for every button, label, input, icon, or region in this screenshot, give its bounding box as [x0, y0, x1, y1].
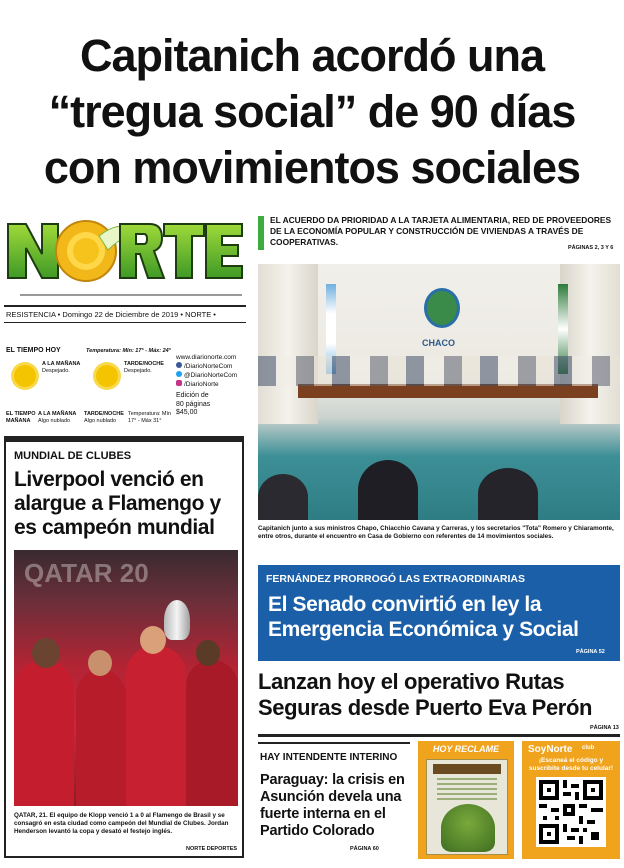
- weather-title: EL TIEMPO HOY: [6, 347, 61, 354]
- player-head: [32, 638, 60, 668]
- sports-article[interactable]: [4, 436, 244, 858]
- audience-head: [358, 460, 418, 520]
- headline-line-3: con movimientos sociales: [43, 142, 581, 193]
- magazine-masthead: [433, 764, 501, 774]
- magazine-text-lines: [437, 778, 497, 800]
- edition-price: $45,00: [176, 409, 198, 416]
- qr-code-graphic: [539, 780, 603, 844]
- weather-afternoon-label: TARDE/NOCHE: [124, 361, 164, 367]
- meeting-photo-caption: Capitanich junto a sus ministros Chapo, Chiacchio Cavana y Carreras, y los secretarios "Tota" Romero y Chiaramonte, entre otros, durante el encuentro en Casa de Gobierno con referentes de 14 movimientos sociales.: [258, 525, 614, 540]
- sun-icon: [96, 365, 118, 387]
- player-figure: [186, 660, 238, 806]
- sports-caption: QATAR, 21. El equipo de Klopp venció 1 a 0 al Flamengo de Brasil y se consagró en esta ciudad como campeón del Mundial de Clubes. Jordan Henderson levantó la copa y desató el festejo inglés.: [14, 812, 229, 835]
- meeting-photo: [258, 264, 620, 520]
- magazine-cover-image: [426, 759, 508, 855]
- weather-box: [4, 343, 246, 435]
- edition-label: Edición de: [176, 392, 209, 399]
- rutas-headline[interactable]: Lanzan hoy el operativo Rutas Seguras desde Puerto Eva Perón: [258, 669, 593, 720]
- curtain: [258, 264, 318, 424]
- liverpool-celebration-photo: [14, 550, 238, 806]
- player-head: [196, 640, 220, 666]
- sports-kicker: MUNDIAL DE CLUBES: [14, 450, 132, 462]
- audience-head: [258, 474, 308, 520]
- plant-image: [441, 804, 495, 852]
- hoy-reclame-title: HOY RECLAME: [432, 744, 500, 754]
- paraguay-kicker: HAY INTENDENTE INTERINO: [260, 752, 398, 763]
- meeting-attendees: [258, 356, 620, 386]
- website-link[interactable]: www.diarionorte.com: [176, 354, 237, 361]
- soy-club-label: club: [582, 745, 595, 751]
- paraguay-page: PÁGINA 60: [350, 846, 379, 852]
- lead-summary: EL ACUERDO DA PRIORIDAD A LA TARJETA ALIMENTARIA, RED DE PROVEEDORES DE LA ECONOMÍA POPULAR Y CONSTRUCCIÓN DE VIVIENDAS A TRAVÉS DE COOPERATIVAS.: [270, 215, 612, 247]
- norte-logo: [4, 214, 246, 286]
- facebook-icon: [176, 362, 182, 368]
- dateline: RESISTENCIA • Domingo 22 de Diciembre de 2019 • NORTE •: [4, 305, 246, 323]
- senate-page: PÁGINA 52: [576, 649, 605, 655]
- weather-tomorrow-morning-label: A LA MAÑANA: [38, 411, 77, 417]
- facebook-link[interactable]: /DiarioNorteCom: [176, 362, 246, 371]
- contact-block: [176, 353, 246, 418]
- trophy-icon: [164, 600, 190, 640]
- rutas-page: PÁGINA 13: [590, 725, 619, 731]
- headline-line-1: Capitanich acordó una: [79, 30, 545, 81]
- soy-club-text: ¡Escaneá el código y suscribite desde tu celular!: [528, 757, 614, 772]
- meeting-table: [298, 384, 598, 398]
- masthead-tagline: [20, 290, 242, 300]
- summary-accent-bar: [258, 216, 264, 250]
- twitter-link[interactable]: @DiarioNorteCom: [176, 371, 246, 380]
- soy-norte-club-promo[interactable]: [522, 741, 620, 859]
- soy-brand: SoyNorte: [528, 744, 573, 755]
- audience-head: [478, 468, 538, 520]
- sun-icon: [14, 365, 36, 387]
- weather-temp-today: Temperatura: Mín: 17° - Máx: 24°: [86, 348, 171, 354]
- norte-logo-graphic: [4, 214, 246, 286]
- weather-afternoon-desc: Despejado.: [124, 368, 152, 374]
- player-figure: [126, 646, 186, 806]
- curtain: [560, 264, 620, 424]
- lead-pages: PÁGINAS 2, 3 Y 6: [568, 245, 614, 251]
- photo-banner-text: QATAR 20: [24, 558, 149, 588]
- weather-tomorrow-morning-desc: Algo nublado: [38, 418, 71, 424]
- senate-kicker: FERNÁNDEZ PRORROGÓ LAS EXTRAORDINARIAS: [266, 573, 526, 585]
- weather-tomorrow-afternoon-desc: Algo nublado: [84, 418, 117, 424]
- player-head: [140, 626, 166, 654]
- photo-sign-text: CHACO: [422, 338, 455, 348]
- senate-article[interactable]: [258, 565, 620, 661]
- weather-morning-desc: Despejado.: [42, 368, 70, 374]
- weather-tomorrow-title: EL TIEMPO MAÑANA: [6, 411, 36, 424]
- player-head: [88, 650, 112, 676]
- edition-pages: 80 páginas: [176, 400, 211, 408]
- instagram-link[interactable]: /DiarioNorte: [176, 380, 246, 389]
- twitter-icon: [176, 371, 182, 377]
- chaco-crest-icon: [424, 288, 460, 328]
- paraguay-article[interactable]: [258, 742, 410, 860]
- headline-line-2: “tregua social” de 90 días: [48, 86, 576, 137]
- weather-tomorrow-afternoon-label: TARDE/NOCHE: [84, 411, 124, 417]
- hoy-reclame-promo[interactable]: [418, 741, 514, 859]
- weather-tomorrow-temp: Temperatura: Mín 17° - Máx 31°: [128, 411, 172, 424]
- qr-code[interactable]: [536, 777, 606, 847]
- paraguay-headline[interactable]: Paraguay: la crisis en Asunción devela una fuerte interna en el Partido Colorado: [260, 772, 405, 839]
- senate-headline[interactable]: El Senado convirtió en ley la Emergencia Económica y Social: [268, 593, 579, 641]
- player-figure: [76, 670, 126, 806]
- sports-headline[interactable]: Liverpool venció en alargue a Flamengo y es campeón mundial: [14, 468, 221, 539]
- instagram-icon: [176, 380, 182, 386]
- section-divider: [258, 734, 620, 737]
- weather-morning-label: A LA MAÑANA: [42, 361, 81, 367]
- main-headline: [6, 28, 618, 196]
- sports-section-label: NORTE DEPORTES: [186, 846, 238, 852]
- player-figure: [14, 660, 74, 806]
